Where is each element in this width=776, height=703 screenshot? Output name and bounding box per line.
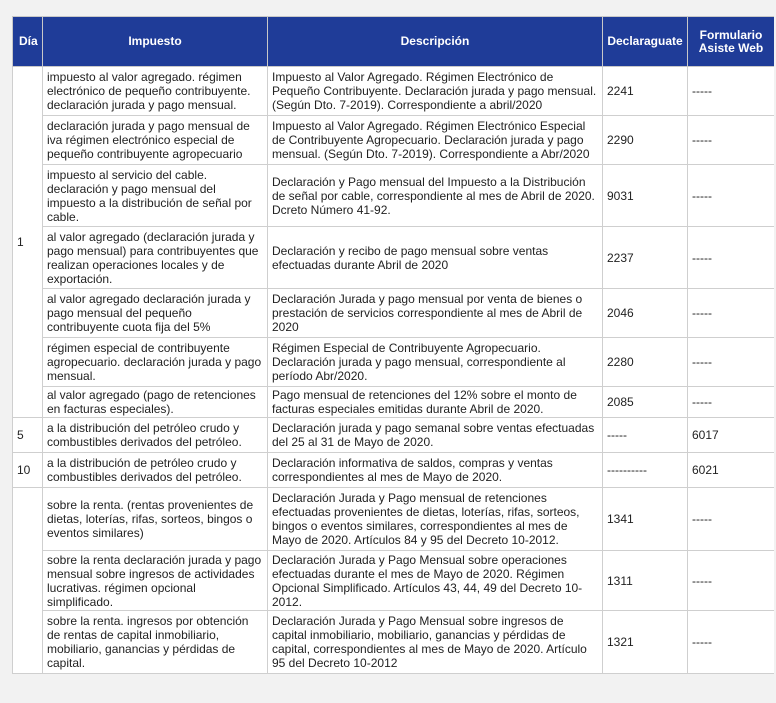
descripcion-cell: Declaración Jurada y Pago Mensual sobre operaciones efectuadas durante el mes de Mayo de 2020. Régimen Opcional Simplificado. Artículos 43, 44, 49 del Decreto 10-2012.	[268, 551, 603, 611]
table-row	[13, 289, 775, 338]
descripcion-cell: Impuesto al Valor Agregado. Régimen Electrónico de Pequeño Contribuyente. Declaración jurada y pago mensual. (Según Dto. 7-2019). Correspondiente a abril/2020	[268, 67, 603, 116]
asiste-web-cell: 6017	[688, 418, 775, 453]
declaraguate-cell: 2290	[603, 116, 688, 165]
table-row	[13, 453, 775, 488]
tax-calendar-container	[12, 16, 774, 703]
asiste-web-cell: -----	[688, 289, 775, 338]
descripcion-cell: Declaración y Pago mensual del Impuesto a la Distribución de señal por cable, correspondiente al mes de Abril de 2020. Dcreto Número 41-92.	[268, 165, 603, 227]
impuesto-cell: al valor agregado (declaración jurada y pago mensual) para contribuyentes que realizan operaciones locales y de exportación.	[43, 227, 268, 289]
table-row	[13, 387, 775, 418]
table-header-row	[13, 17, 775, 67]
declaraguate-cell: ----------	[603, 453, 688, 488]
dia-cell: 1	[13, 67, 43, 418]
header-dia: Día	[13, 17, 43, 67]
declaraguate-cell: 1311	[603, 551, 688, 611]
header-descripcion: Descripción	[268, 17, 603, 67]
table-row	[13, 488, 775, 551]
table-row	[13, 165, 775, 227]
asiste-web-cell: -----	[688, 67, 775, 116]
asiste-web-cell: -----	[688, 338, 775, 387]
asiste-web-cell: -----	[688, 387, 775, 418]
header-formulario-asiste-web: Formulario Asiste Web	[688, 17, 775, 67]
descripcion-cell: Impuesto al Valor Agregado. Régimen Electrónico Especial de Contribuyente Agropecuario. Declaración jurada y pago mensual. (Según Dto. 7-2019). Correspondiente a Abr/2020	[268, 116, 603, 165]
descripcion-cell: Declaración Jurada y Pago mensual de retenciones efectuadas provenientes de dietas, loterías, rifas, sorteos, bingos o eventos similares, correspondientes al mes de Mayo de 2020. Artículos 84 y 95 del Decreto 10-2012.	[268, 488, 603, 551]
dia-cell: 5	[13, 418, 43, 453]
asiste-web-cell: 6021	[688, 453, 775, 488]
asiste-web-cell: -----	[688, 488, 775, 551]
declaraguate-cell: 1321	[603, 611, 688, 674]
impuesto-cell: a la distribución de petróleo crudo y combustibles derivados del petróleo.	[43, 453, 268, 488]
impuesto-cell: sobre la renta declaración jurada y pago mensual sobre ingresos de actividades lucrativas. régimen opcional simplificado.	[43, 551, 268, 611]
descripcion-cell: Pago mensual de retenciones del 12% sobre el monto de facturas especiales emitidas durante Abril de 2020.	[268, 387, 603, 418]
asiste-web-cell: -----	[688, 551, 775, 611]
table-row	[13, 67, 775, 116]
impuesto-cell: declaración jurada y pago mensual de iva régimen electrónico especial de pequeño contribuyente agropecuario	[43, 116, 268, 165]
tax-calendar-table	[12, 16, 774, 674]
table-row	[13, 418, 775, 453]
impuesto-cell: a la distribución del petróleo crudo y combustibles derivados del petróleo.	[43, 418, 268, 453]
declaraguate-cell: 2085	[603, 387, 688, 418]
descripcion-cell: Declaración jurada y pago semanal sobre ventas efectuadas del 25 al 31 de Mayo de 2020.	[268, 418, 603, 453]
impuesto-cell: sobre la renta. (rentas provenientes de dietas, loterías, rifas, sorteos, bingos o eventos similares)	[43, 488, 268, 551]
impuesto-cell: régimen especial de contribuyente agropecuario. declaración jurada y pago mensual.	[43, 338, 268, 387]
declaraguate-cell: 1341	[603, 488, 688, 551]
header-impuesto: Impuesto	[43, 17, 268, 67]
table-body	[13, 67, 775, 674]
impuesto-cell: al valor agregado declaración jurada y pago mensual del pequeño contribuyente cuota fija del 5%	[43, 289, 268, 338]
table-row	[13, 116, 775, 165]
declaraguate-cell: 2280	[603, 338, 688, 387]
asiste-web-cell: -----	[688, 611, 775, 674]
table-row	[13, 611, 775, 674]
declaraguate-cell: 2237	[603, 227, 688, 289]
impuesto-cell: al valor agregado (pago de retenciones en facturas especiales).	[43, 387, 268, 418]
impuesto-cell: impuesto al servicio del cable. declaración y pago mensual del impuesto a la distribución de señal por cable.	[43, 165, 268, 227]
asiste-web-cell: -----	[688, 116, 775, 165]
declaraguate-cell: 2046	[603, 289, 688, 338]
declaraguate-cell: -----	[603, 418, 688, 453]
descripcion-cell: Declaración y recibo de pago mensual sobre ventas efectuadas durante Abril de 2020	[268, 227, 603, 289]
descripcion-cell: Declaración Jurada y Pago Mensual sobre ingresos de capital inmobiliario, mobiliario, ganancias y pérdidas de capital, correspondientes al mes de Mayo de 2020. Artículo 95 del Decreto 10-2012	[268, 611, 603, 674]
declaraguate-cell: 9031	[603, 165, 688, 227]
asiste-web-cell: -----	[688, 165, 775, 227]
descripcion-cell: Declaración informativa de saldos, compras y ventas correspondientes al mes de Mayo de 2020.	[268, 453, 603, 488]
table-row	[13, 551, 775, 611]
header-declaraguate: Declaraguate	[603, 17, 688, 67]
impuesto-cell: sobre la renta. ingresos por obtención de rentas de capital inmobiliario, mobiliario, ganancias y pérdidas de capital.	[43, 611, 268, 674]
table-row	[13, 338, 775, 387]
impuesto-cell: impuesto al valor agregado. régimen electrónico de pequeño contribuyente. declaración jurada y pago mensual.	[43, 67, 268, 116]
descripcion-cell: Declaración Jurada y pago mensual por venta de bienes o prestación de servicios correspondiente al mes de Abril de 2020	[268, 289, 603, 338]
dia-cell	[13, 488, 43, 674]
asiste-web-cell: -----	[688, 227, 775, 289]
descripcion-cell: Régimen Especial de Contribuyente Agropecuario. Declaración jurada y pago mensual, correspondiente al período Abr/2020.	[268, 338, 603, 387]
dia-cell: 10	[13, 453, 43, 488]
table-row	[13, 227, 775, 289]
declaraguate-cell: 2241	[603, 67, 688, 116]
